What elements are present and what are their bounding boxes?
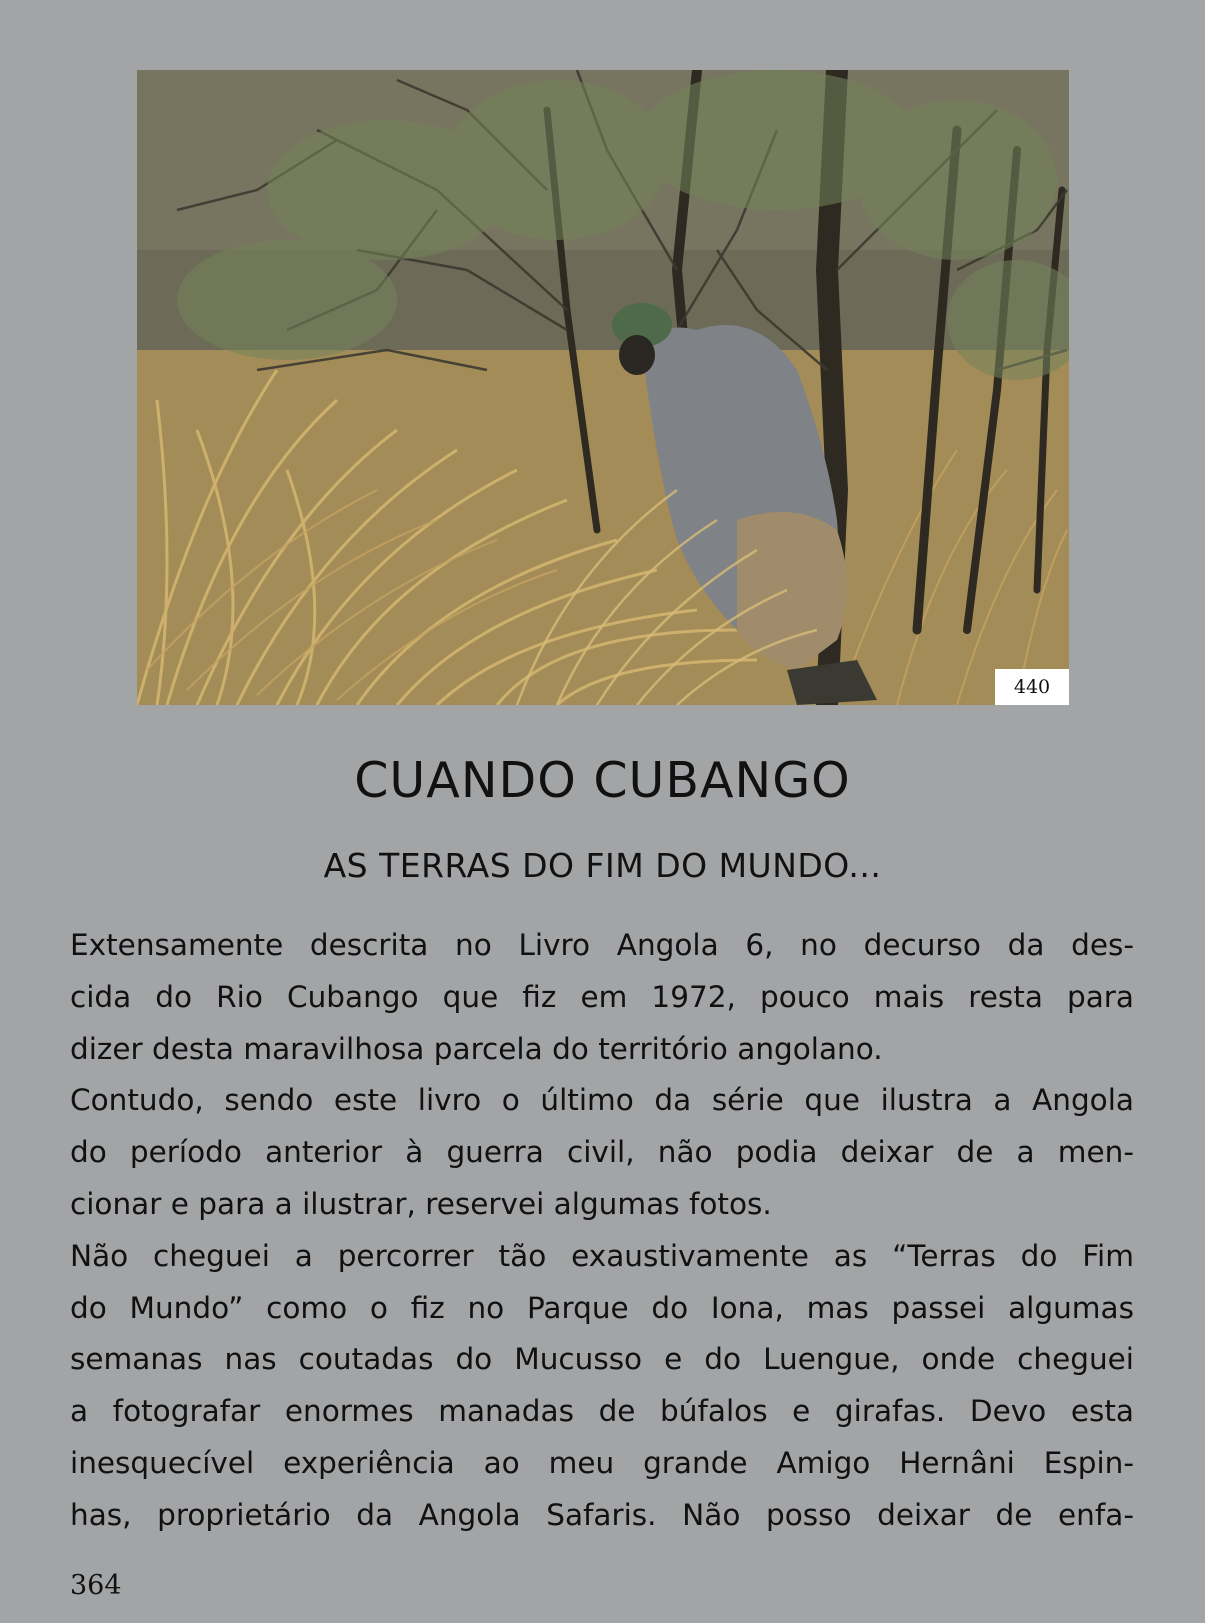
text-line: semanas nas coutadas do Mucusso e do Luengue, onde cheguei <box>70 1342 1134 1377</box>
text-line: has, proprietário da Angola Safaris. Não posso deixar de enfa- <box>70 1497 1134 1532</box>
photograph-hunter-in-bush <box>137 70 1069 705</box>
text-line: do Mundo” como o fiz no Parque do Iona, mas passei algumas <box>70 1290 1134 1325</box>
chapter-title: CUANDO CUBANGO <box>354 752 851 809</box>
chapter-subtitle: AS TERRAS DO FIM DO MUNDO... <box>323 846 882 885</box>
text-line: Não cheguei a percorrer tão exaustivamente as “Terras do Fim <box>70 1238 1134 1273</box>
text-line: dizer desta maravilhosa parcela do território angolano. <box>70 1031 883 1066</box>
text-line: cionar e para a ilustrar, reservei algumas fotos. <box>70 1186 772 1221</box>
text-line: Extensamente descrita no Livro Angola 6, no decurso da des- <box>70 928 1134 962</box>
text-line: a fotografar enormes manadas de búfalos e girafas. Devo esta <box>70 1394 1134 1429</box>
text-line: Contudo, sendo este livro o último da série que ilustra a Angola <box>70 1083 1134 1118</box>
page-number: 364 <box>70 1570 122 1601</box>
text-line: cida do Rio Cubango que fiz em 1972, pouco mais resta para <box>70 979 1134 1014</box>
body-paragraphs <box>70 920 1134 1542</box>
photo-number-label: 440 <box>995 669 1069 705</box>
bush-scene-illustration <box>137 70 1069 705</box>
text-line: inesquecível experiência ao meu grande Amigo Hernâni Espin- <box>70 1445 1134 1480</box>
text-line: do período anterior à guerra civil, não podia deixar de a men- <box>70 1135 1134 1170</box>
